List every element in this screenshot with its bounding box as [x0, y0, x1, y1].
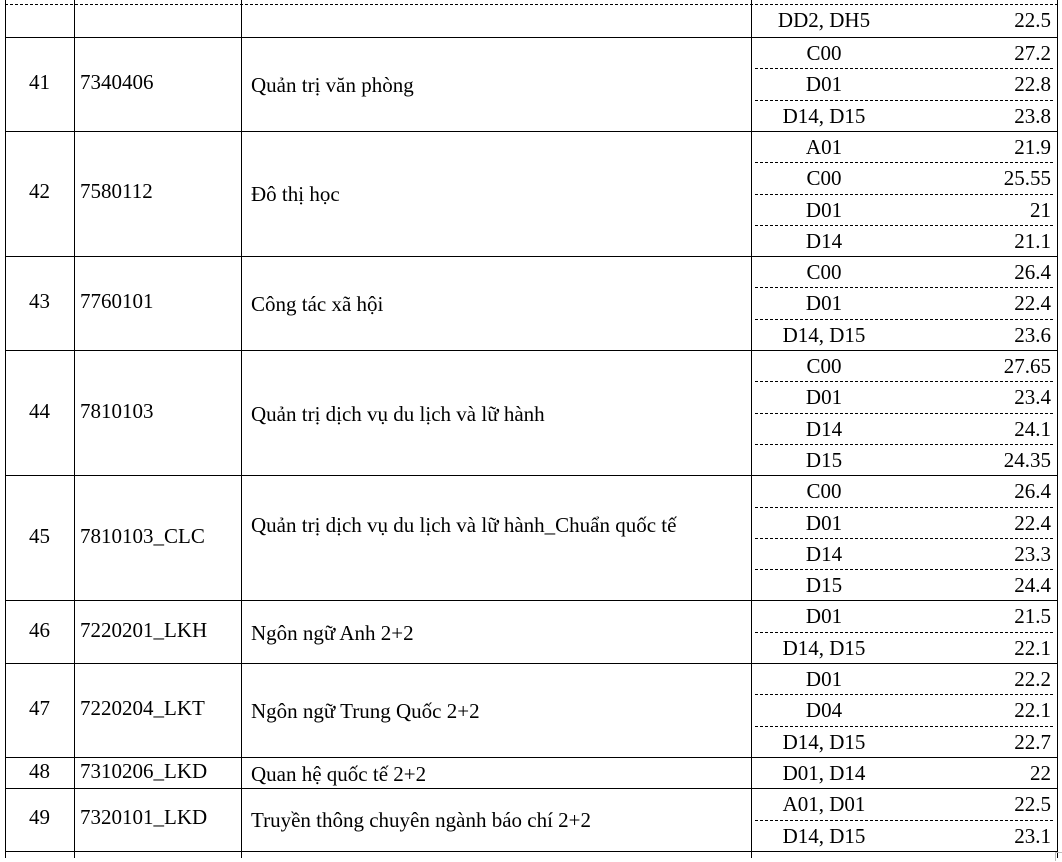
combo-cell: DD2, DH5	[777, 8, 871, 32]
combo-cell: D14, D15	[782, 823, 866, 848]
score-cell: 27.2	[1014, 41, 1051, 65]
combo-cell: C00	[806, 354, 842, 378]
score-cell: 22.5	[1014, 792, 1051, 817]
major-code-cell: 7220204_LKT	[80, 695, 205, 720]
combo-cell: C00	[806, 166, 842, 191]
major-code-cell: 7810103_CLC	[80, 523, 205, 548]
score-cell: 22.4	[1014, 510, 1051, 535]
major-code-cell: 7810103	[80, 398, 154, 423]
stt-cell: 45	[29, 523, 50, 548]
score-cell: 23.4	[1014, 385, 1051, 410]
score-cell: 21.5	[1014, 604, 1051, 629]
score-cell: 22.1	[1014, 698, 1051, 723]
combo-cell: D01	[805, 385, 843, 410]
combo-cell: A01	[805, 134, 843, 159]
score-cell: 23.8	[1014, 103, 1051, 128]
admission-score-table	[5, 0, 1058, 858]
combo-cell: C00	[806, 479, 842, 504]
score-cell: 22.2	[1014, 667, 1051, 691]
score-cell: 24.4	[1014, 573, 1051, 598]
score-cell: 23.3	[1014, 541, 1051, 566]
major-name-cell: Đô thị học	[251, 182, 340, 207]
row-rule	[5, 851, 1058, 852]
score-cell: 26.4	[1014, 260, 1051, 285]
combo-cell: D14	[805, 416, 843, 441]
major-name-cell: Quản trị văn phòng	[251, 72, 414, 97]
score-cell: 22.4	[1014, 291, 1051, 316]
score-cell: 27.65	[1003, 354, 1051, 378]
score-cell: 26.4	[1014, 479, 1051, 504]
stt-cell: 43	[29, 289, 50, 314]
stt-cell: 44	[29, 398, 50, 423]
score-cell: 21	[1030, 197, 1051, 222]
score-cell: 25.55	[1003, 166, 1051, 191]
major-code-cell: 7340406	[80, 69, 154, 94]
combo-cell: D01	[805, 291, 843, 316]
combo-cell: D01	[805, 604, 843, 629]
score-cell: 21.1	[1014, 228, 1051, 253]
combo-cell: D01, D14	[782, 760, 866, 785]
page-corner-mark	[1055, 852, 1062, 861]
major-name-cell: Quan hệ quốc tế 2+2	[251, 761, 427, 786]
combo-cell: D14	[805, 541, 843, 566]
score-cell: 21.9	[1014, 134, 1051, 159]
score-cell: 22.8	[1014, 72, 1051, 97]
combo-cell: A01, D01	[782, 792, 866, 817]
major-code-cell: 7220201_LKH	[80, 617, 208, 642]
score-cell: 22.7	[1014, 729, 1051, 754]
combo-cell: D04	[805, 698, 843, 723]
major-name-cell: Quản trị dịch vụ du lịch và lữ hành_Chuẩn quốc tế	[251, 512, 677, 537]
major-name-cell: Ngôn ngữ Trung Quốc 2+2	[251, 698, 480, 723]
stt-cell: 49	[29, 805, 50, 830]
stt-cell: 46	[29, 617, 50, 642]
combo-cell: D14, D15	[782, 103, 866, 128]
combo-cell: D15	[805, 573, 843, 598]
score-cell: 22	[1030, 760, 1051, 785]
combo-cell: D01	[805, 197, 843, 222]
score-cell: 23.1	[1014, 823, 1051, 848]
combo-cell: D15	[805, 447, 843, 472]
combo-cell: D14, D15	[782, 635, 866, 660]
score-cell: 22.1	[1014, 635, 1051, 660]
combo-cell: C00	[806, 41, 842, 65]
major-name-cell: Quản trị dịch vụ du lịch và lữ hành	[251, 401, 545, 426]
major-name-cell: Truyền thông chuyên ngành báo chí 2+2	[251, 808, 592, 833]
score-cell: 23.6	[1014, 322, 1051, 347]
major-name-cell: Ngôn ngữ Anh 2+2	[251, 620, 414, 645]
major-name-cell: Công tác xã hội	[251, 292, 384, 317]
score-cell: 24.1	[1014, 416, 1051, 441]
stt-cell: 48	[29, 758, 50, 783]
major-code-cell: 7760101	[80, 289, 154, 314]
score-cell: 22.5	[1014, 8, 1051, 32]
combo-cell: D14	[805, 228, 843, 253]
combo-cell: D14, D15	[782, 729, 866, 754]
major-code-cell: 7320101_LKD	[80, 805, 208, 830]
combo-cell: D01	[805, 72, 843, 97]
major-code-cell: 7580112	[80, 179, 153, 204]
stt-cell: 47	[29, 695, 50, 720]
combo-cell: D01	[805, 667, 843, 691]
stt-cell: 42	[29, 179, 50, 204]
score-cell: 24.35	[1003, 447, 1051, 472]
col-rule-right	[1057, 0, 1058, 858]
combo-cell: C00	[806, 260, 842, 285]
stt-cell: 41	[29, 69, 50, 94]
combo-cell: D01	[805, 510, 843, 535]
combo-cell: D14, D15	[782, 322, 866, 347]
major-code-cell: 7310206_LKD	[80, 758, 208, 783]
